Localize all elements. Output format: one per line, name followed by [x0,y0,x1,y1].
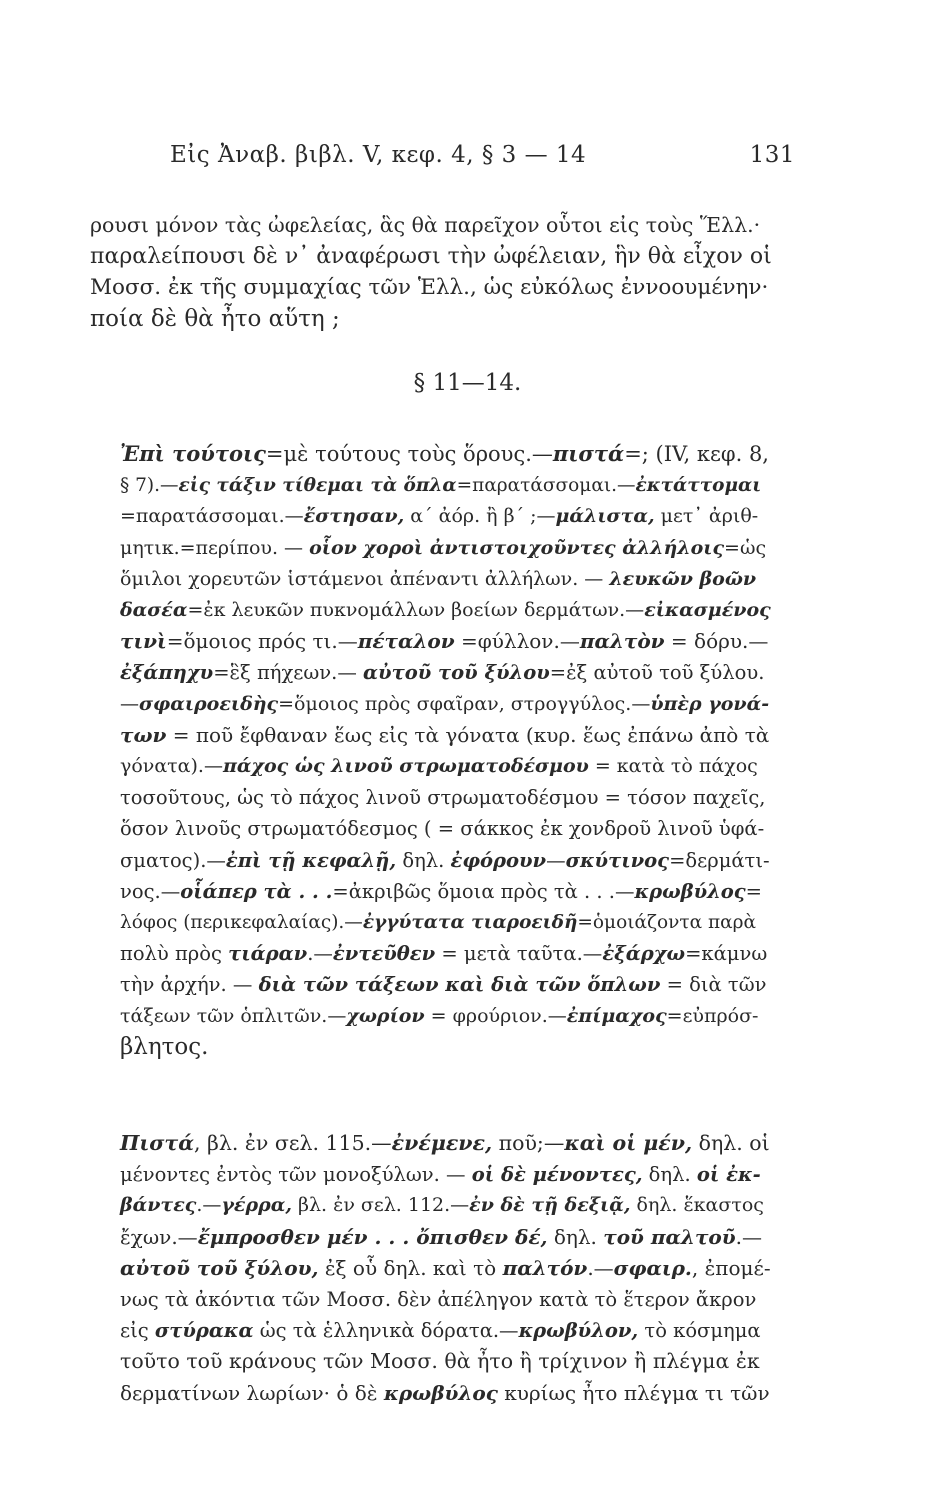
lemma: Ἐπὶ τούτοις [120,441,266,466]
lemma: κρωβύλος [634,879,746,903]
gloss: — [120,692,139,715]
lemma: οἷον χοροὶ ἀντιστοιχοῦντες ἀλλήλοις [309,536,725,559]
text-line [90,1190,772,1221]
gloss: μένοντες ἐντὸς τῶν μονοξύλων. — [120,1163,472,1187]
lemma: παλτόν [502,1255,588,1280]
running-head-title: Εἰς Ἀναβ. βιβλ. V, κεφ. 4, § 3 — 14 [170,142,587,168]
gloss: νως τὰ ἀκόντια τῶν Μοσσ. δὲν ἀπέληγον κατὰ τὸ ἕτερον ἄκρον [120,1288,757,1312]
gloss: =παρατάσσομαι.— [120,505,304,528]
gloss: =ὁμοιάζοντα παρὰ [577,912,756,934]
text-line [90,1253,772,1284]
lemma: τινὶ [120,629,167,654]
lemma: οἱ ἐκ- [696,1163,761,1187]
text-line [90,907,772,938]
commentary-paragraph [90,1128,772,1409]
lemma: των [120,722,167,747]
lemma: σφαιρ. [613,1255,692,1280]
gloss: σματος).— [120,848,226,872]
text-line [90,813,772,844]
text-line [90,1001,772,1032]
lemma: Πιστά [120,1131,194,1155]
lemma: ἐπὶ τῇ κεφαλῇ, [225,848,397,872]
gloss: βλητος. [120,1033,209,1060]
gloss: δηλ. [396,848,451,872]
lemma: οἱ δὲ μένοντες, [471,1163,643,1187]
paragraph-continuation [90,210,772,335]
lemma: εἰκασμένος [644,599,771,622]
lemma: ἐπίμαχος [566,1004,667,1027]
lemma: ἐν δὲ τῇ δεξιᾷ, [469,1194,631,1217]
text-line [90,720,772,751]
gloss: = φρούριον.— [424,1004,567,1027]
text-line: ποία δὲ θὰ ἦτο αὕτη ; [90,305,340,332]
text-line [90,845,772,876]
gloss: =ὅμοιος πρὸς σφαῖραν, στρογγύλος.— [278,692,651,715]
gloss: λόφος (περικεφαλαίας).— [120,912,363,934]
gloss: νος.— [120,879,181,903]
text-line [90,1159,772,1190]
gloss: βλ. ἐν σελ. 112.— [291,1194,470,1217]
gloss: =ὡς [724,536,767,559]
lemma: λευκῶν βοῶν [609,567,757,590]
gloss: =κάμνω [685,942,768,966]
gloss: κυρίως ἦτο πλέγμα τι τῶν [497,1380,770,1405]
gloss: =ἐκ λευκῶν πυκνομάλλων βοείων δερμάτων.— [187,599,645,622]
gloss: =ὅμοιος πρός τι.— [166,629,358,654]
lemma: πέταλον [357,629,455,654]
gloss: =ἐξ αὐτοῦ τοῦ ξύλου. [549,661,765,685]
gloss: , βλ. ἐν σελ. 115.— [193,1131,392,1155]
text-line [90,751,772,782]
lemma: πάχος ὡς λινοῦ στρωματοδέσμου [222,755,589,778]
text-line [90,938,772,969]
lemma: ἐνέμενε, [391,1131,493,1155]
gloss: =δερμάτι- [669,848,770,872]
gloss: τὴν ἀρχήν. — [120,973,259,997]
gloss: = δόρυ.— [664,629,769,654]
text-line [90,470,772,501]
text-line [90,1378,772,1409]
lemma: κρωβύλον, [518,1319,639,1343]
gloss: ἐξ οὗ δηλ. καὶ τὸ [318,1255,503,1280]
gloss: εἰς [120,1319,155,1343]
text-line: παραλείπουσι δὲ ν᾽ ἀναφέρωσι τὴν ὠφέλειαν, ἣν θὰ εἶχον οἱ [90,244,772,270]
gloss: =; (IV, κεφ. 8, [624,442,769,466]
gloss: δηλ. ἕκαστος [630,1194,764,1217]
lemma: παλτὸν [579,629,665,654]
lemma: σφαιροειδὴς [139,692,279,715]
text-line [90,1128,772,1159]
lemma: ἐγγύτατα τιαροειδῆ [362,912,578,934]
gloss: δηλ. [547,1224,604,1249]
gloss: =ἀκριβῶς ὅμοια πρὸς τὰ . . .— [332,879,635,903]
text-line [90,626,772,657]
gloss: .— [587,1255,614,1280]
gloss: ὡς τὰ ἑλληνικὰ δόρατα.— [253,1319,519,1343]
text-line [90,782,772,813]
lemma: σκύτινος [565,848,670,872]
lemma: εἰς τάξιν τίθεμαι τὰ ὅπλα [178,475,457,497]
gloss: = ποῦ ἔφθαναν ἕως εἰς τὰ γόνατα (κυρ. ἕως ἐπάνω ἀπὸ τὰ [166,722,770,747]
text-line [90,501,772,532]
gloss: γόνατα).— [120,755,223,778]
lemma: ἔστησαν, [303,505,405,528]
lemma: διὰ τῶν τάξεων καὶ διὰ τῶν ὅπλων [258,973,661,997]
text-line [90,689,772,720]
gloss: ποῦ;— [492,1131,565,1155]
gloss: α΄ ἀόρ. ἢ β΄ ;— [404,505,556,528]
lemma: αὐτοῦ τοῦ ξύλου, [120,1255,319,1280]
lemma: τοῦ παλτοῦ [603,1224,736,1249]
lemma: ἐκτάττομαι [635,475,762,497]
lemma: κρωβύλος [383,1380,498,1405]
running-head [170,142,795,168]
gloss: τοῦτο τοῦ κράνους τῶν Μοσσ. θὰ ἦτο ἢ τρίχινον ἢ πλέγμα ἐκ [120,1349,760,1374]
section-heading: § 11—14. [413,370,522,396]
lemma: ἐφόρουν [450,848,547,872]
gloss: =παρατάσσομαι.— [456,475,636,497]
lemma: τιάραν [228,942,308,966]
lemma: βάντες [120,1194,197,1217]
gloss: .— [196,1194,222,1217]
page-number: 131 [749,142,795,168]
gloss: πολὺ πρὸς [120,942,229,966]
lemma: οἷάπερ τὰ . . . [180,879,333,903]
text-line [90,438,772,470]
gloss: δηλ. οἱ [692,1131,770,1155]
text-line [90,595,772,626]
text-line [90,969,772,1000]
gloss: ὅμιλοι χορευτῶν ἱστάμενοι ἀπέναντι ἀλλήλων. — [120,567,610,590]
gloss: = μετὰ ταῦτα.— [435,942,603,966]
text-line [90,876,772,907]
lemma: ἐξάρχω [602,942,686,966]
text-line: Μοσσ. ἐκ τῆς συμμαχίας τῶν Ἑλλ., ὡς εὐκόλως ἐννοουμένην· [90,275,769,301]
text-line [90,1032,772,1063]
gloss: τοσοῦτους, ὡς τὸ πάχος λινοῦ στρωματοδέσμου = τόσον παχεῖς, [120,786,766,810]
text-line [90,564,772,595]
gloss: = κατὰ τὸ πάχος [588,755,758,778]
lemma: ὑπὲρ γονά- [650,692,770,715]
text-line [90,1315,772,1346]
gloss: =φύλλον.— [454,629,580,654]
gloss: =ἓξ πήχεων.— [213,661,364,685]
gloss: δερματίνων λωρίων· ὁ δὲ [120,1380,384,1405]
text-line [90,1284,772,1315]
lemma: αὐτοῦ τοῦ ξύλου [363,661,550,685]
gloss: τάξεων τῶν ὁπλιτῶν.— [120,1004,347,1027]
gloss: ἔχων.— [120,1224,198,1249]
text-line [90,1222,772,1253]
text-line: ρουσι μόνον τὰς ὠφελείας, ἃς θὰ παρεῖχον οὗτοι εἰς τοὺς Ἕλλ.· [90,213,761,237]
gloss: =μὲ τούτους τοὺς ὅρους.— [265,442,553,466]
gloss: § 7).— [120,475,179,497]
gloss: τὸ κόσμημα [638,1319,761,1343]
lemma: καὶ οἱ μέν, [564,1131,693,1155]
lemma: γέρρα, [221,1194,292,1217]
gloss: μητικ.=περίπου. — [120,536,310,559]
lemma: πιστά [552,441,625,466]
lemma: στύρακα [154,1319,254,1343]
gloss: =εὐπρόσ- [666,1004,759,1027]
gloss: μετ᾽ ἀριθ- [654,505,759,528]
gloss: — [546,848,566,872]
text-line [90,533,772,564]
gloss: ὅσον λινοῦς στρωματόδεσμος ( = σάκκος ἐκ χονδροῦ λινοῦ ὑφά- [120,817,765,841]
lemma: ἔμπροσθεν μέν . . . ὄπισθεν δέ, [197,1224,548,1249]
gloss: δηλ. [642,1163,697,1187]
text-line [90,1346,772,1377]
lemma: μάλιστα, [555,505,655,528]
gloss: .— [307,942,333,966]
commentary-paragraph [90,438,772,1063]
lemma: χωρίον [346,1004,425,1027]
lemma: δασέα [120,599,188,622]
text-line [90,657,772,688]
gloss: , ἐπομέ- [691,1255,771,1280]
gloss: = διὰ τῶν [660,973,767,997]
gloss: .— [735,1224,762,1249]
gloss: = [745,879,763,903]
lemma: ἐντεῦθεν [332,942,436,966]
lemma: ἐξάπηχυ [120,661,214,685]
